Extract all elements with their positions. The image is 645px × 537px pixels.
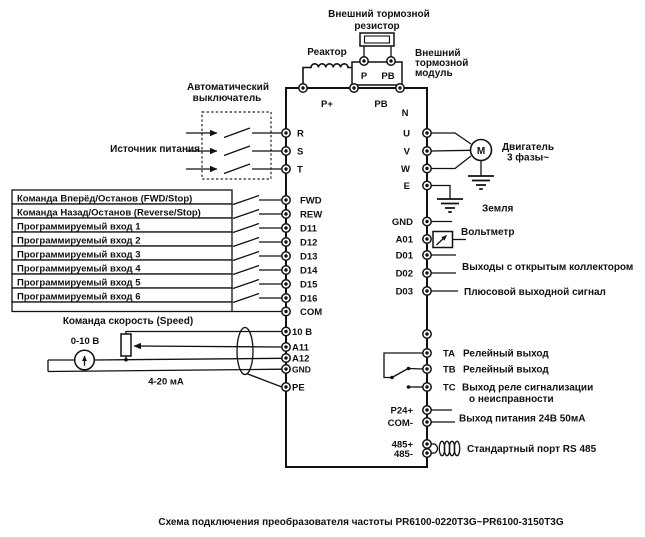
module-terminal-p-label: P bbox=[360, 71, 368, 82]
wire-10v bbox=[126, 332, 282, 335]
input-row-label: Команда Назад/Останов (Reverse/Stop) bbox=[17, 207, 201, 219]
terminal-a12-label: A12 bbox=[292, 353, 310, 365]
bus-junction-pb bbox=[396, 84, 404, 92]
terminal-a11-label: A11 bbox=[292, 342, 309, 354]
input-row-label: Программируемый вход 3 bbox=[17, 249, 141, 261]
terminal-d15-label: D15 bbox=[300, 279, 318, 291]
terminal-pe bbox=[282, 383, 290, 391]
input-switch bbox=[233, 294, 259, 303]
terminal-485p bbox=[423, 440, 431, 448]
terminal-fwd-label: FWD bbox=[300, 195, 322, 207]
wire-a11-wiper bbox=[134, 346, 282, 347]
phase-t-switch bbox=[224, 164, 250, 174]
terminal-gnd-left-label: GND bbox=[292, 364, 311, 375]
terminal-d16 bbox=[282, 294, 290, 302]
input-row-label: Команда Вперёд/Останов (FWD/Stop) bbox=[17, 193, 193, 205]
terminal-tc-label: TC bbox=[443, 382, 456, 394]
open-collector-label: Выходы с открытым коллектором bbox=[462, 262, 634, 273]
terminal-u bbox=[423, 129, 431, 137]
terminal-s bbox=[282, 147, 290, 155]
terminal-485m bbox=[423, 449, 431, 457]
terminal-d14-label: D14 bbox=[300, 265, 318, 277]
terminal-d13-label: D13 bbox=[300, 251, 318, 263]
rs485-connector-arc bbox=[435, 444, 438, 453]
bus-junction-mid bbox=[350, 84, 358, 92]
terminal-spare bbox=[423, 330, 431, 338]
terminal-d01 bbox=[423, 251, 431, 259]
terminal-d13 bbox=[282, 252, 290, 260]
terminal-d01-label: D01 bbox=[395, 250, 413, 262]
relay-label-b: Релейный выход bbox=[463, 364, 549, 376]
relay-blade bbox=[392, 368, 409, 378]
speed-command bbox=[48, 316, 282, 388]
earth-icon bbox=[437, 199, 463, 212]
module-label-line3: модуль bbox=[415, 68, 453, 79]
terminal-d14 bbox=[282, 266, 290, 274]
relay-label-a: Релейный выход bbox=[463, 348, 549, 360]
terminal-d11-label: D11 bbox=[300, 223, 317, 235]
input-switch bbox=[233, 210, 259, 219]
relay-section bbox=[384, 349, 593, 406]
terminal-d15 bbox=[282, 280, 290, 288]
module-label-line1: Внешний bbox=[415, 48, 461, 59]
input-switch bbox=[233, 224, 259, 233]
input-switch bbox=[233, 280, 259, 289]
module-terminal-p bbox=[360, 57, 368, 65]
rs485-label: Стандартный порт RS 485 bbox=[467, 444, 597, 455]
cable-shield bbox=[237, 328, 253, 375]
terminal-p24 bbox=[423, 406, 431, 414]
terminal-gnd-right bbox=[423, 217, 431, 225]
wire-a12 bbox=[94, 358, 281, 360]
fault-label-line2: о неисправности bbox=[469, 394, 554, 405]
relay-common-wire bbox=[384, 353, 423, 378]
input-row-label: Программируемый вход 1 bbox=[17, 221, 141, 233]
brake-resistor-title-line1: Внешний тормозной bbox=[328, 9, 430, 20]
terminal-a12 bbox=[282, 354, 290, 362]
terminal-485p-label: 485+ bbox=[391, 439, 413, 451]
circuit-breaker bbox=[110, 82, 282, 179]
motor-letter: М bbox=[476, 145, 486, 157]
terminal-a01 bbox=[423, 235, 431, 243]
earth-label: Земля bbox=[482, 203, 514, 215]
input-row-label: Программируемый вход 5 bbox=[17, 277, 141, 289]
terminal-com bbox=[282, 307, 290, 315]
supply-rs485-section bbox=[388, 406, 597, 460]
voltmeter-label: Вольтметр bbox=[461, 227, 515, 238]
terminal-rew-label: REW bbox=[300, 209, 323, 221]
wire-e-earth bbox=[431, 186, 450, 200]
terminal-d02-label: D02 bbox=[395, 268, 413, 280]
terminal-d03-label: D03 bbox=[395, 286, 413, 298]
phase-s-switch bbox=[224, 146, 250, 156]
diagram-caption: Схема подключения преобразователя частоты PR6100-0220T3G~PR6100-3150T3G bbox=[158, 517, 564, 528]
terminal-gnd-right-label: GND bbox=[391, 217, 413, 228]
terminal-t bbox=[282, 165, 290, 173]
breaker-label-line1: Автоматический bbox=[187, 82, 269, 93]
power-out-label: Выход питания 24В 50мА bbox=[459, 413, 586, 425]
terminal-tb bbox=[423, 365, 431, 373]
terminal-v-label: V bbox=[403, 146, 410, 158]
terminal-fwd bbox=[282, 196, 290, 204]
input-row-label: Программируемый вход 4 bbox=[17, 263, 141, 275]
terminal-com-minus bbox=[423, 418, 431, 426]
terminal-ta bbox=[423, 349, 431, 357]
input-switch bbox=[233, 252, 259, 261]
reactor bbox=[303, 47, 354, 88]
speed-title: Команда скорость (Speed) bbox=[62, 316, 194, 327]
terminal-d16-label: D16 bbox=[300, 293, 318, 305]
terminal-485m-label: 485- bbox=[393, 448, 413, 460]
terminal-r-label: R bbox=[297, 128, 304, 140]
reactor-coil bbox=[303, 64, 354, 88]
wire-w bbox=[431, 156, 471, 169]
terminal-a11 bbox=[282, 343, 290, 351]
input-switch bbox=[233, 266, 259, 275]
input-row-label: Программируемый вход 6 bbox=[17, 291, 141, 303]
motor-label-line1: Двигатель bbox=[501, 142, 555, 153]
brake-resistor-title-line2: резистор bbox=[354, 21, 400, 32]
terminal-tc bbox=[423, 383, 431, 391]
power-source-label: Источник питания bbox=[110, 144, 200, 155]
terminal-w bbox=[423, 164, 431, 172]
brake-module bbox=[352, 48, 468, 88]
terminal-ta-label: TA bbox=[443, 348, 455, 360]
motor-earth-icon bbox=[468, 176, 494, 189]
amp-range-label: 4-20 мА bbox=[148, 376, 184, 388]
terminal-gnd-left bbox=[282, 365, 290, 373]
bus-junction-p-plus bbox=[299, 84, 307, 92]
terminal-r bbox=[282, 129, 290, 137]
wire-pe-shield bbox=[247, 374, 282, 388]
terminal-d11 bbox=[282, 210, 290, 218]
terminal-com-minus-label: COM- bbox=[387, 417, 413, 429]
terminal-d12-label: D12 bbox=[300, 237, 318, 249]
terminal-a01-label: A01 bbox=[395, 234, 413, 246]
terminal-pe-label: PE bbox=[292, 382, 305, 394]
terminal-t-label: T bbox=[297, 164, 303, 176]
plus-signal-label: Плюсовой выходной сигнал bbox=[464, 287, 606, 298]
fault-label-line1: Выход реле сигнализации bbox=[462, 382, 594, 394]
terminal-p24-label: P24+ bbox=[390, 405, 413, 417]
breaker-label-line2: выключатель bbox=[192, 93, 262, 104]
terminal-e-label: E bbox=[403, 181, 410, 192]
terminal-w-label: W bbox=[401, 164, 410, 175]
terminal-e bbox=[423, 181, 431, 189]
terminal-com-label: COM bbox=[300, 306, 323, 318]
terminal-10v bbox=[282, 327, 290, 335]
terminal-u-label: U bbox=[403, 128, 410, 140]
module-terminal-pb-label: PB bbox=[381, 71, 395, 82]
wire-u bbox=[431, 133, 471, 144]
bus-pb-label: PB bbox=[374, 99, 388, 110]
terminal-d02 bbox=[423, 269, 431, 277]
terminal-v bbox=[423, 147, 431, 155]
motor-label-line2: 3 фазы~ bbox=[506, 152, 550, 164]
volt-range-label: 0-10 В bbox=[70, 336, 100, 347]
digital-inputs bbox=[12, 190, 322, 318]
terminal-d12 bbox=[282, 238, 290, 246]
input-switch bbox=[233, 196, 259, 205]
bus-n-label: N bbox=[401, 108, 409, 119]
terminal-s-label: S bbox=[297, 146, 304, 158]
terminal-d11 bbox=[282, 224, 290, 232]
junction-dot bbox=[124, 358, 128, 362]
phase-r-switch bbox=[224, 128, 250, 138]
input-switch bbox=[233, 238, 259, 247]
module-label-line2: тормозной bbox=[415, 58, 469, 69]
terminal-d03 bbox=[423, 287, 431, 295]
potentiometer bbox=[121, 334, 131, 356]
brake-resistor-symbol bbox=[360, 33, 394, 46]
input-row-label: Программируемый вход 2 bbox=[17, 235, 141, 247]
input-row-box-empty bbox=[12, 302, 232, 312]
reactor-label: Реактор bbox=[307, 47, 347, 58]
module-terminal-pb bbox=[387, 57, 395, 65]
terminal-tb-label: TB bbox=[443, 364, 456, 376]
relay-tb-wire bbox=[409, 369, 423, 370]
wire-v bbox=[431, 150, 471, 151]
terminal-10v-label: 10 В bbox=[292, 327, 313, 338]
bus-p-plus-label: P+ bbox=[321, 99, 333, 110]
